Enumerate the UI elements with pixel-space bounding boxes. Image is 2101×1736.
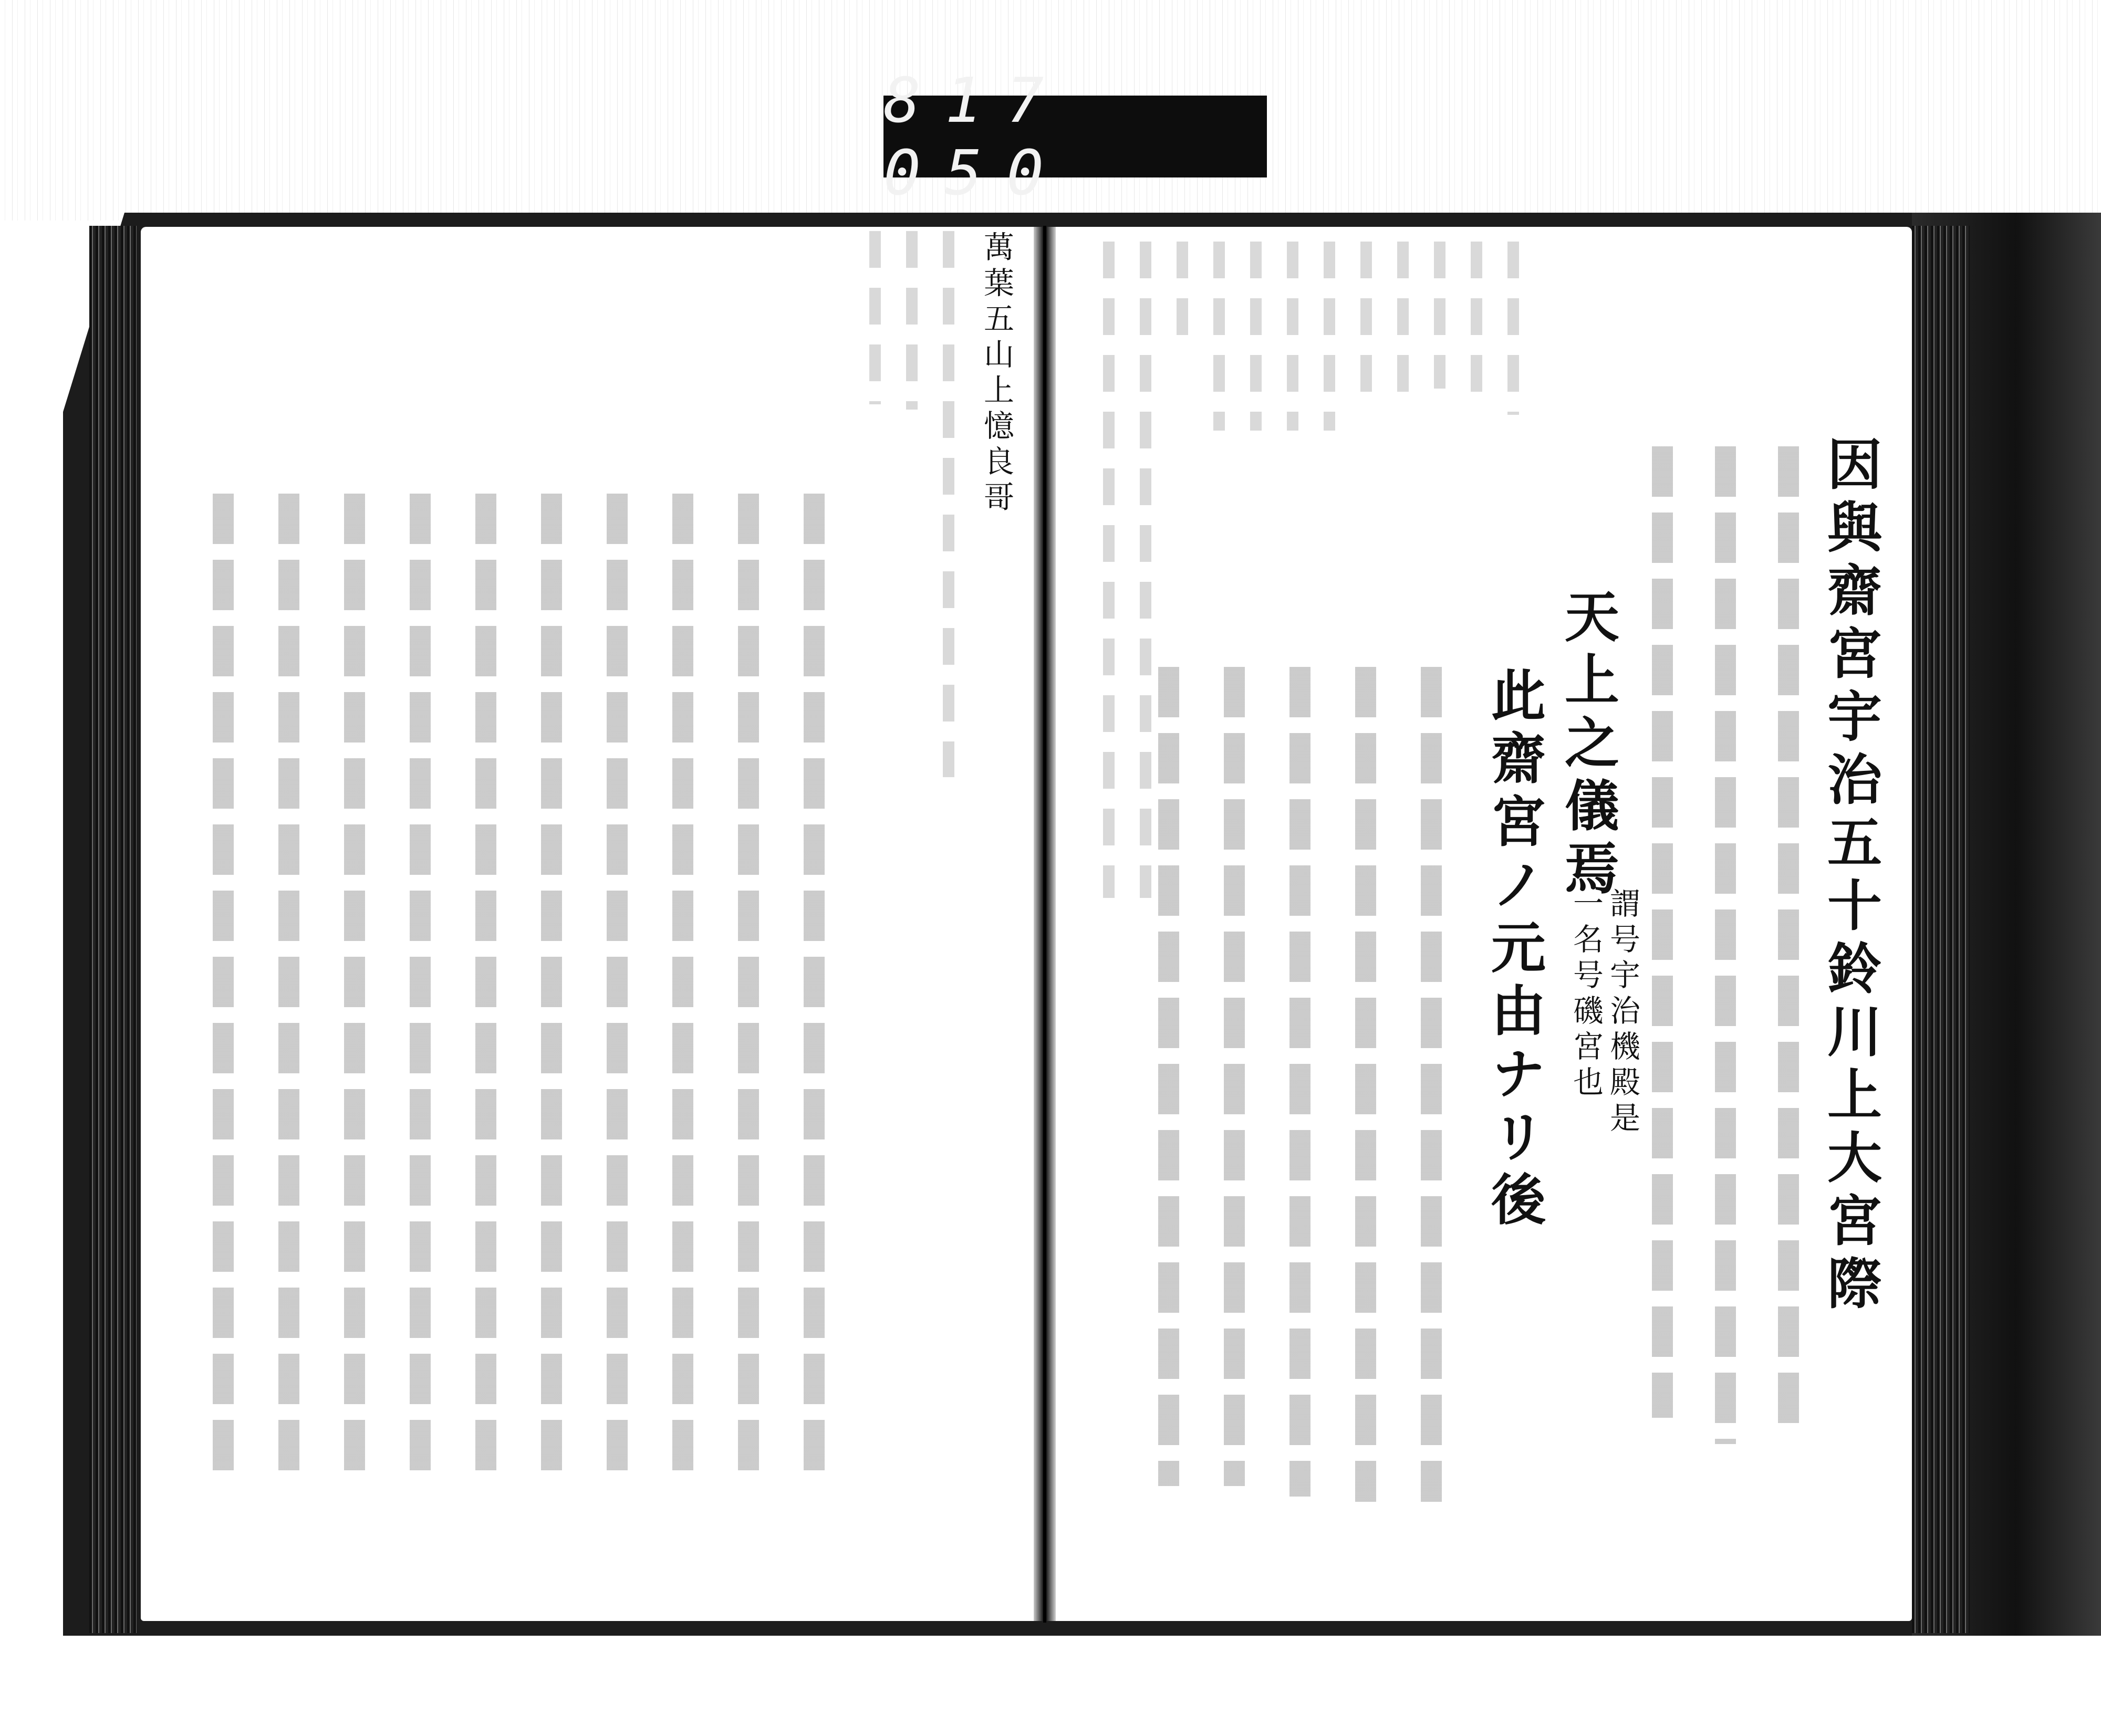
page-edge-left xyxy=(89,226,137,1633)
unread-note-column xyxy=(1507,242,1519,415)
catalog-label-text: 817 050 xyxy=(883,64,1068,209)
unread-note-column xyxy=(1397,242,1409,399)
left-page xyxy=(141,227,1034,1621)
unread-column xyxy=(410,494,431,1481)
unread-note-column xyxy=(1324,242,1335,431)
unread-column xyxy=(541,494,562,1481)
unread-note-column xyxy=(869,231,881,404)
unread-note-column xyxy=(906,231,918,410)
unread-note-column xyxy=(1103,242,1115,898)
unread-note-column xyxy=(1287,242,1298,431)
unread-column xyxy=(213,494,234,1481)
unread-column xyxy=(1158,667,1179,1486)
gutter-line xyxy=(1043,226,1046,1623)
unread-note-column xyxy=(1471,242,1482,399)
unread-column xyxy=(672,494,693,1481)
unread-column xyxy=(607,494,628,1481)
unread-column xyxy=(1421,667,1442,1502)
note-column: 謂号宇治機殿是 xyxy=(1605,887,1640,1137)
text-column: 天上之儀焉 xyxy=(1555,588,1620,903)
unread-note-column xyxy=(1360,242,1372,394)
note-column: 一名号磯宮也 xyxy=(1568,887,1604,1102)
unread-column xyxy=(804,494,825,1481)
unread-note-column xyxy=(1140,242,1151,898)
unread-column xyxy=(1778,446,1799,1434)
unread-column xyxy=(738,494,759,1481)
unread-column xyxy=(1355,667,1376,1502)
unread-note-column xyxy=(1213,242,1225,431)
catalog-label xyxy=(883,64,1267,209)
unread-note-column xyxy=(1250,242,1262,431)
unread-column xyxy=(475,494,496,1481)
unread-column xyxy=(1289,667,1310,1497)
unread-note-column xyxy=(943,231,954,777)
text-column: 此齋宮ノ元由ナリ後 xyxy=(1482,667,1546,1234)
unread-column xyxy=(344,494,365,1481)
text-column: 因與齋宮宇治五十鈴川上大宮際 xyxy=(1818,436,1882,1318)
unread-column xyxy=(1652,446,1673,1418)
page-edge-right xyxy=(1912,226,1970,1633)
note-column: 萬葉五山上憶良哥 xyxy=(979,231,1014,517)
unread-note-column xyxy=(1434,242,1445,389)
unread-note-column xyxy=(1177,242,1188,347)
unread-column xyxy=(278,494,299,1481)
unread-column xyxy=(1224,667,1245,1486)
unread-column xyxy=(1715,446,1736,1444)
